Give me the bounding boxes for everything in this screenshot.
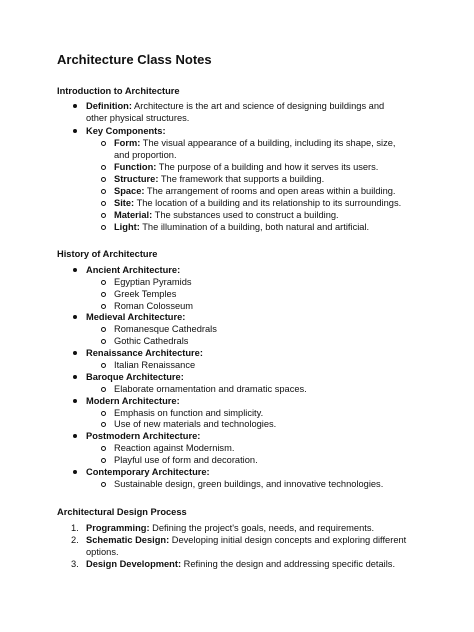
component-item-label: Form:	[114, 138, 141, 148]
bullet-disc-icon	[73, 434, 77, 438]
key-components-label: Key Components:	[86, 126, 166, 136]
definition-label: Definition:	[86, 101, 132, 111]
bullet-circle-icon	[101, 446, 106, 451]
bullet-circle-icon	[101, 141, 106, 146]
bullet-circle-icon	[101, 363, 106, 368]
history-period	[86, 311, 185, 323]
section-heading-history: History of Architecture	[57, 249, 158, 259]
bullet-disc-icon	[73, 351, 77, 355]
component-item	[114, 221, 369, 233]
bullet-circle-icon	[101, 411, 106, 416]
bullet-circle-icon	[101, 339, 106, 344]
history-example-item: Reaction against Modernism.	[114, 443, 235, 454]
history-example-item: Roman Colosseum	[114, 300, 194, 311]
bullet-disc-icon	[73, 104, 77, 108]
history-period-label: Baroque Architecture:	[86, 371, 184, 382]
bullet-circle-icon	[101, 292, 106, 297]
history-period-label: Contemporary Architecture:	[86, 466, 210, 477]
history-period	[86, 371, 184, 383]
history-example-item: Playful use of form and decoration.	[114, 455, 258, 465]
history-example-item: Egyptian Pyramids	[114, 277, 192, 287]
bullet-circle-icon	[101, 165, 106, 170]
history-period-label: Postmodern Architecture:	[86, 431, 201, 442]
bullet-circle-icon	[101, 458, 106, 463]
component-item-text: The substances used to construct a building.	[152, 210, 339, 220]
component-item-text: The illumination of a building, both natural and artificial.	[139, 222, 370, 232]
history-period-label: Renaissance Architecture:	[86, 348, 203, 358]
bullet-disc-icon	[73, 375, 77, 379]
history-period	[86, 264, 180, 276]
design-step-continued: options.	[86, 547, 119, 557]
history-period	[86, 347, 203, 359]
history-example-item: Use of new materials and technologies.	[114, 419, 277, 430]
component-item-text: The framework that supports a building.	[158, 174, 325, 184]
bullet-circle-icon	[101, 387, 106, 392]
component-item-text: The location of a building and its relationship to its surroundings.	[134, 198, 402, 208]
section-heading-introduction: Introduction to Architecture	[57, 86, 180, 96]
history-example-item: Sustainable design, green buildings, and innovative technologies.	[114, 478, 384, 489]
component-item-text: The arrangement of rooms and open areas within a building.	[144, 186, 396, 196]
page-title: Architecture Class Notes	[57, 52, 212, 67]
design-step	[86, 534, 406, 546]
bullet-circle-icon	[101, 280, 106, 285]
design-step-text: Defining the project's goals, needs, and requirements.	[149, 523, 375, 533]
bullet-disc-icon	[73, 268, 77, 272]
bullet-circle-icon	[101, 177, 106, 182]
component-item	[114, 185, 396, 197]
bullet-circle-icon	[101, 422, 106, 427]
component-item	[114, 173, 324, 185]
definition-text: Architecture is the art and science of designing buildings and	[134, 101, 385, 111]
history-example-item: Romanesque Cathedrals	[114, 324, 217, 335]
bullet-disc-icon	[73, 129, 77, 133]
component-item-label: Structure:	[114, 174, 159, 184]
history-example-item: Greek Temples	[114, 288, 177, 299]
history-example-item: Gothic Cathedrals	[114, 336, 189, 347]
bullet-disc-icon	[73, 399, 77, 403]
bullet-circle-icon	[101, 327, 106, 332]
bullet-disc-icon	[73, 470, 77, 474]
component-item-label: Material:	[114, 210, 153, 220]
history-period-label: Ancient Architecture:	[86, 265, 181, 275]
history-period-label: Medieval Architecture:	[86, 312, 186, 323]
design-step-label: Programming:	[86, 523, 150, 533]
bullet-circle-icon	[101, 213, 106, 218]
component-item	[114, 197, 401, 209]
design-step	[86, 522, 374, 534]
step-number: 2.	[71, 535, 79, 545]
bullet-circle-icon	[101, 304, 106, 309]
component-item-label: Light:	[114, 222, 140, 232]
history-period	[86, 466, 210, 478]
bullet-circle-icon	[101, 201, 106, 206]
component-item-continued: and proportion.	[114, 150, 177, 160]
step-number: 1.	[71, 523, 79, 533]
section-heading-design-process: Architectural Design Process	[57, 507, 187, 517]
component-item-label: Function:	[114, 162, 157, 172]
bullet-circle-icon	[101, 189, 106, 194]
definition-text-continued: other physical structures.	[86, 113, 190, 123]
component-item-text: The visual appearance of a building, including its shape, size,	[140, 138, 396, 148]
history-example-item: Emphasis on function and simplicity.	[114, 407, 264, 418]
definition-item	[86, 100, 384, 112]
history-period-label: Modern Architecture:	[86, 395, 180, 406]
history-period	[86, 430, 200, 442]
design-step	[86, 558, 395, 570]
component-item-label: Site:	[114, 198, 135, 208]
component-item	[114, 161, 378, 173]
design-step-label: Schematic Design:	[86, 535, 170, 545]
component-item-label: Space:	[114, 186, 145, 196]
bullet-circle-icon	[101, 225, 106, 230]
component-item	[114, 137, 395, 149]
bullet-disc-icon	[73, 315, 77, 319]
history-period	[86, 395, 180, 407]
design-step-label: Design Development:	[86, 559, 182, 569]
key-components-item	[86, 125, 166, 137]
history-example-item: Italian Renaissance	[114, 360, 196, 370]
design-step-text: Developing initial design concepts and exploring different	[169, 535, 407, 545]
component-item	[114, 209, 339, 221]
history-example-item: Elaborate ornamentation and dramatic spaces.	[114, 383, 307, 394]
design-step-text: Refining the design and addressing specific details.	[181, 559, 396, 569]
component-item-text: The purpose of a building and how it serves its users.	[156, 162, 379, 172]
step-number: 3.	[71, 559, 79, 569]
bullet-circle-icon	[101, 482, 106, 487]
